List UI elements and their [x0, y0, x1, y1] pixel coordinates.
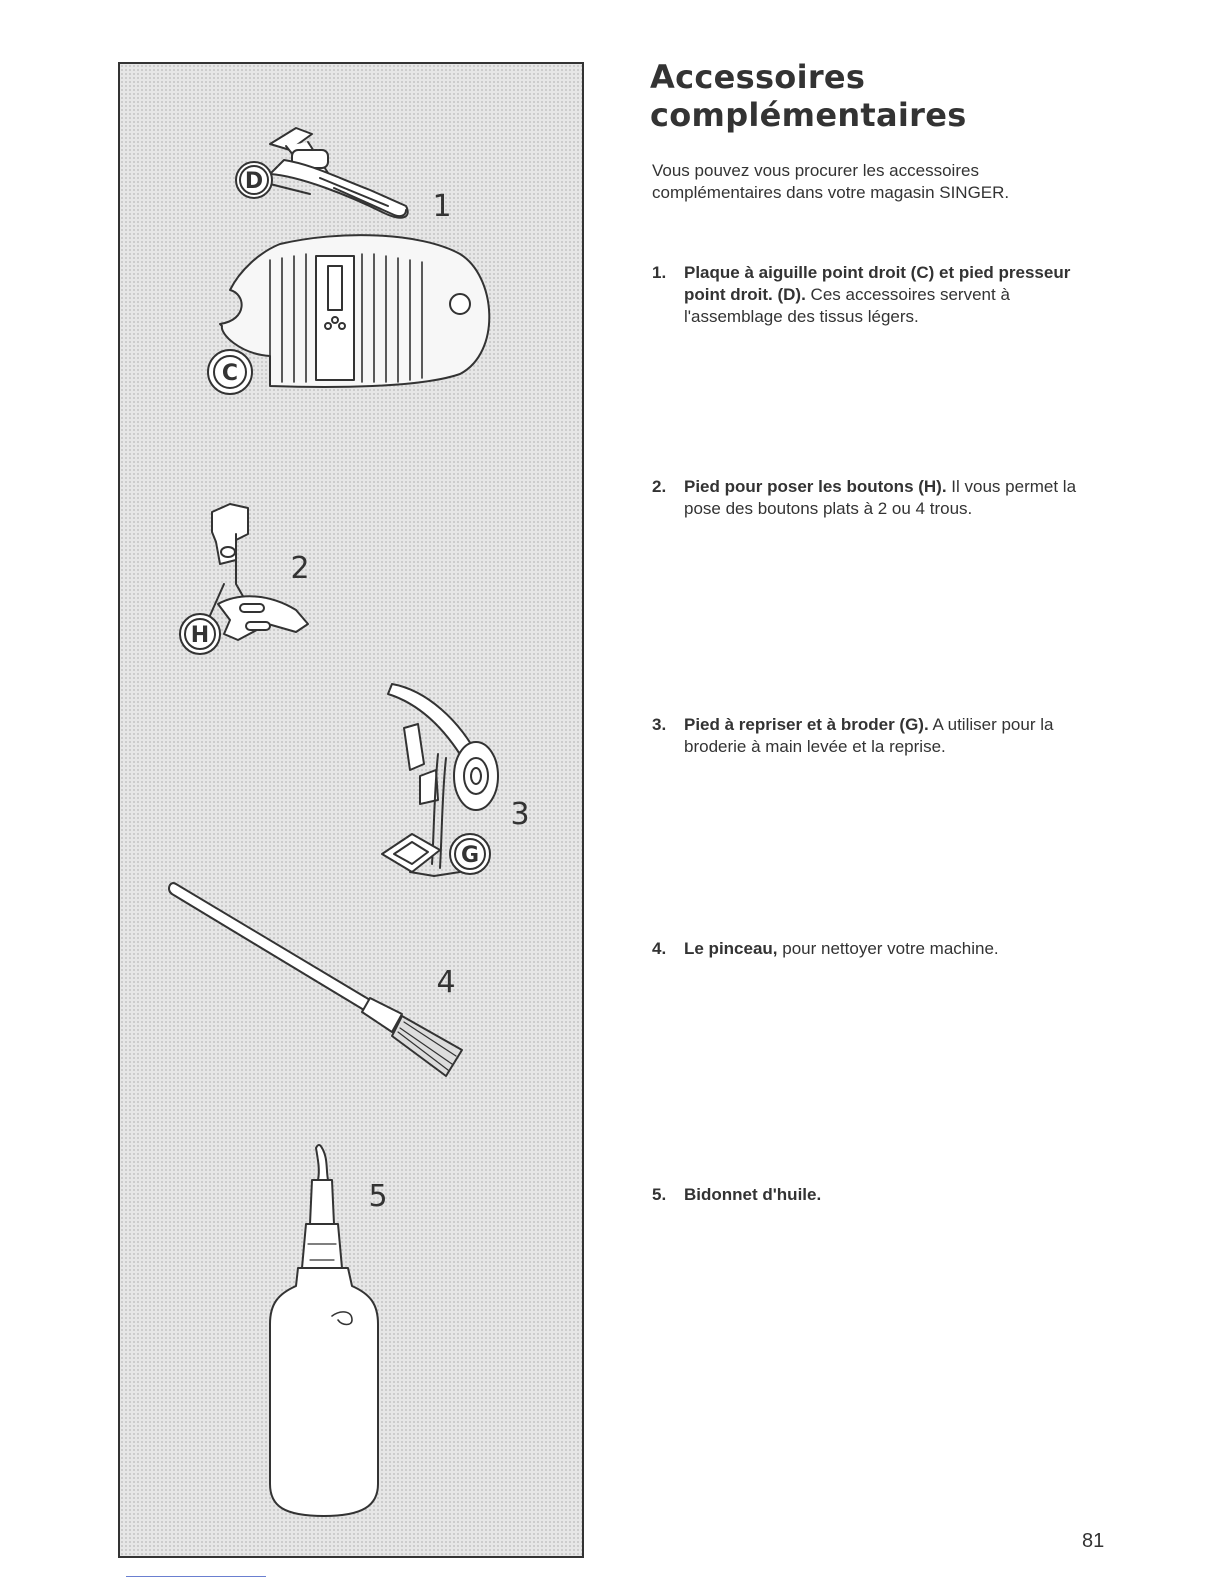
list-item-lead: Bidonnet d'huile. — [684, 1185, 822, 1204]
svg-text:H: H — [190, 623, 210, 648]
list-item-number: 4. — [652, 939, 667, 958]
list-item-number: 5. — [652, 1185, 667, 1204]
list-item-number: 3. — [652, 715, 667, 734]
brush-illustration — [169, 883, 462, 1076]
page-title-line-2: complémentaires — [650, 96, 967, 134]
needle-plate-illustration — [220, 235, 489, 387]
list-item-1 — [652, 262, 1082, 328]
badge-g — [450, 834, 490, 874]
intro-paragraph: Vous pouvez vous procurer les accessoires complémentaires dans votre magasin SINGER. — [652, 161, 1010, 202]
figure-2-number: 2 — [290, 551, 310, 586]
svg-text:G: G — [460, 843, 480, 868]
list-item-text: pour nettoyer votre machine. — [777, 939, 999, 958]
badge-h — [180, 614, 220, 654]
svg-text:C: C — [221, 361, 239, 386]
list-item-lead: Le pinceau, — [684, 939, 778, 958]
list-item-4 — [652, 938, 1082, 960]
figure-3-number: 3 — [510, 797, 530, 832]
svg-text:D: D — [244, 169, 264, 194]
list-item-lead: Pied pour poser les boutons (H). — [684, 477, 947, 496]
oil-can-illustration — [270, 1145, 378, 1516]
figure-5-number: 5 — [368, 1179, 388, 1214]
list-item-number: 1. — [652, 263, 667, 282]
list-item-lead: Pied à repriser et à broder (G). — [684, 715, 929, 734]
page-title-line-1: Accessoires — [650, 58, 866, 96]
list-item-text: Il vous permet la pose des boutons plats à 2 ou 4 trous. — [684, 477, 1077, 518]
page-number: 81 — [1082, 1530, 1105, 1552]
illustration-panel — [118, 62, 584, 1558]
list-item-5 — [652, 1184, 1082, 1206]
badge-d — [236, 162, 272, 198]
figure-4-number: 4 — [436, 965, 456, 1000]
badge-c — [208, 350, 252, 394]
list-item-3 — [652, 714, 1082, 758]
list-item-text: Ces accessoires servent à l'assemblage des tissus légers. — [684, 285, 1010, 326]
list-item-text: A utiliser pour la broderie à main levée et la reprise. — [684, 715, 1054, 756]
presser-foot-straight-stitch-illustration — [264, 128, 408, 218]
footer-link-underline — [126, 1576, 266, 1577]
list-item-2 — [652, 476, 1082, 520]
figure-1-number: 1 — [432, 189, 452, 224]
list-item-number: 2. — [652, 477, 667, 496]
list-item-lead: Plaque à aiguille point droit (C) et pied presseur point droit. (D). — [684, 263, 1071, 304]
